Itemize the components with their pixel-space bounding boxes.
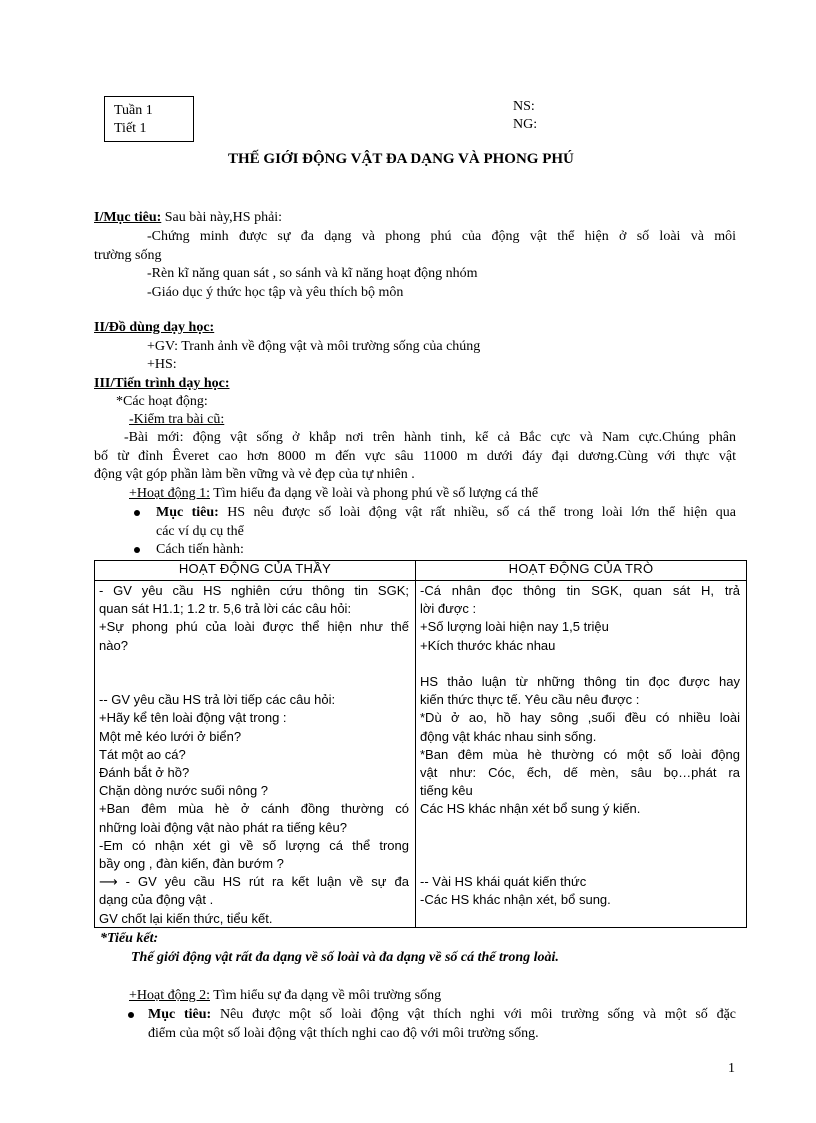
procedure-label: Cách tiến hành: xyxy=(156,542,244,557)
bullet-icon xyxy=(134,547,140,553)
table-line: *Dù ở ao, hồ hay sông ,suối đều có nhiều loài xyxy=(420,710,740,726)
section1-row xyxy=(94,210,282,226)
table-line: dạng của động vật . xyxy=(99,892,214,908)
material-hs: +HS: xyxy=(147,357,177,372)
table-line: bầy ong , đàn kiến, đàn bướm ? xyxy=(99,856,284,871)
table-line: những loài động vật nào phát ra tiếng kêu? xyxy=(99,819,347,835)
objective-activity1-1 xyxy=(156,505,736,521)
activity-table xyxy=(94,560,747,928)
table-line: +Sự phong phú của loài được thể hiện như thế xyxy=(99,619,409,635)
muc-tieu-label-2: Mục tiêu: xyxy=(148,1007,212,1022)
muc-tieu-text: HS nêu được số loài động vật rất nhiều, số cá thể trong loài lớn thể hiện qua xyxy=(227,505,737,520)
section2-heading: II/Đồ dùng dạy học: xyxy=(94,320,215,335)
section1-heading: I/Mục tiêu: xyxy=(94,210,162,225)
table-line: quan sát H1.1; 1.2 tr. 5,6 trả lời các câu hỏi: xyxy=(99,601,352,617)
bullet-icon xyxy=(134,510,140,516)
objective-activity1-2: các ví dụ cụ thể xyxy=(156,524,244,539)
bullet-icon xyxy=(128,1012,134,1018)
ns-label: NS: xyxy=(513,99,535,114)
summary-text: Thế giới động vật rất đa dạng về số loài và đa dạng về số cá thể trong loài. xyxy=(131,950,559,965)
activity1-label: +Hoạt động 1: xyxy=(129,486,210,501)
table-line: kiến thức thực tế. Yêu cầu nêu được : xyxy=(420,692,640,708)
activity1-text: Tìm hiểu đa dạng về loài và phong phú về số lượng cá thể xyxy=(213,486,539,501)
student-column xyxy=(416,581,747,928)
table-line: -Cá nhân đọc thông tin SGK, quan sát H, trả xyxy=(420,583,740,598)
objective-3: -Giáo dục ý thức học tập và yêu thích bộ môn xyxy=(147,285,404,300)
ng-label: NG: xyxy=(513,117,538,132)
table-line: - GV yêu cầu HS nghiên cứu thông tin SGK; xyxy=(99,583,409,598)
tuan-label: Tuần 1 xyxy=(114,103,153,118)
table-line: động vật khác nhau sinh sống. xyxy=(420,728,597,744)
table-line: lời được : xyxy=(420,601,477,617)
teacher-column xyxy=(95,581,416,928)
table-line: Một mẻ kéo lưới ở biển? xyxy=(99,728,242,744)
student-column-header: HOẠT ĐỘNG CỦA TRÒ xyxy=(416,561,747,581)
activity1-row xyxy=(129,486,538,502)
table-line: Đánh bắt ở hồ? xyxy=(99,765,190,780)
activities-label: *Các hoạt động: xyxy=(116,394,208,409)
section1-intro: Sau bài này,HS phải: xyxy=(164,210,283,225)
page-title: THẾ GIỚI ĐỘNG VẬT ĐA DẠNG VÀ PHONG PHÚ xyxy=(228,151,574,167)
page-number: 1 xyxy=(728,1061,735,1076)
muc-tieu-label: Mục tiêu: xyxy=(156,505,219,520)
activity2-row xyxy=(129,988,441,1004)
table-line: -- GV yêu cầu HS trả lời tiếp các câu hỏi: xyxy=(99,692,336,708)
objective-2: -Rèn kĩ năng quan sát , so sánh và kĩ năng hoạt động nhóm xyxy=(147,266,478,281)
table-line: GV chốt lại kiến thức, tiểu kết. xyxy=(99,910,273,926)
table-line: nào? xyxy=(99,637,128,653)
activity2-label: +Hoạt động 2: xyxy=(129,988,210,1003)
new-lesson-3: động vật góp phần làm bền vững và vẻ đẹp của tự nhiên . xyxy=(94,467,415,482)
table-line: Các HS khác nhận xét bổ sung ý kiến. xyxy=(420,801,641,817)
objective-activity2-1 xyxy=(148,1007,736,1023)
objective-activity2-2: điểm của một số loài động vật thích nghi cao độ với môi trường sống. xyxy=(148,1026,539,1041)
table-line: +Ban đêm mùa hè ở cánh đồng thường có xyxy=(99,801,409,817)
table-line: +Hãy kể tên loài động vật trong : xyxy=(99,710,287,726)
table-line: -Các HS khác nhận xét, bổ sung. xyxy=(420,892,611,908)
table-line: +Kích thước khác nhau xyxy=(420,637,556,653)
table-line: +Số lượng loài hiện nay 1,5 triệu xyxy=(420,619,609,635)
objective-1b: trường sống xyxy=(94,248,162,263)
muc-tieu-text-2: Nêu được một số loài động vật thích nghi với môi trường sống và một số đặc xyxy=(219,1007,737,1022)
table-line: Chặn dòng nước suối nông ? xyxy=(99,783,269,799)
table-line: tiếng kêu xyxy=(420,783,473,799)
objective-1a: -Chứng minh được sự đa dạng và phong phú của động vật thể hiện ở số loài và môi xyxy=(147,229,736,244)
table-line: -Em có nhận xét gì về số lượng cá thể trong xyxy=(99,837,409,853)
new-lesson-2: bố từ đỉnh Êveret cao hơn 8000 m đến vực sâu 11000 m dưới đáy đại dương.Cùng với thực vật xyxy=(94,449,736,464)
table-line: HS thảo luận từ những thông tin đọc được hay xyxy=(420,674,740,689)
tiet-label: Tiết 1 xyxy=(114,121,147,136)
table-line: *Ban đêm mùa hè thường có một số loài động xyxy=(420,746,740,762)
summary-label: *Tiểu kết: xyxy=(100,931,159,946)
teacher-column-header: HOẠT ĐỘNG CỦA THẦY xyxy=(95,561,416,581)
tuan-tiet-box xyxy=(104,96,194,142)
review-label: -Kiểm tra bài cũ: xyxy=(129,412,225,427)
new-lesson-1: -Bài mới: động vật sống ở khắp nơi trên hành tinh, kể cả Bắc cực và Nam cực.Chúng phân xyxy=(124,430,736,445)
material-gv: +GV: Tranh ảnh về động vật và môi trường sống của chúng xyxy=(147,339,481,354)
table-line: ⟶ - GV yêu cầu HS rút ra kết luận về sự đa xyxy=(99,874,409,890)
table-line: Tát một ao cá? xyxy=(99,746,186,762)
section3-heading: III/Tiến trình dạy học: xyxy=(94,376,230,391)
table-line: -- Vài HS khái quát kiến thức xyxy=(420,874,587,890)
table-line: vật như: Cóc, ếch, dế mèn, sâu bọ…phát ra xyxy=(420,765,740,780)
activity2-text: Tìm hiểu sự đa dạng về môi trường sống xyxy=(213,988,442,1003)
